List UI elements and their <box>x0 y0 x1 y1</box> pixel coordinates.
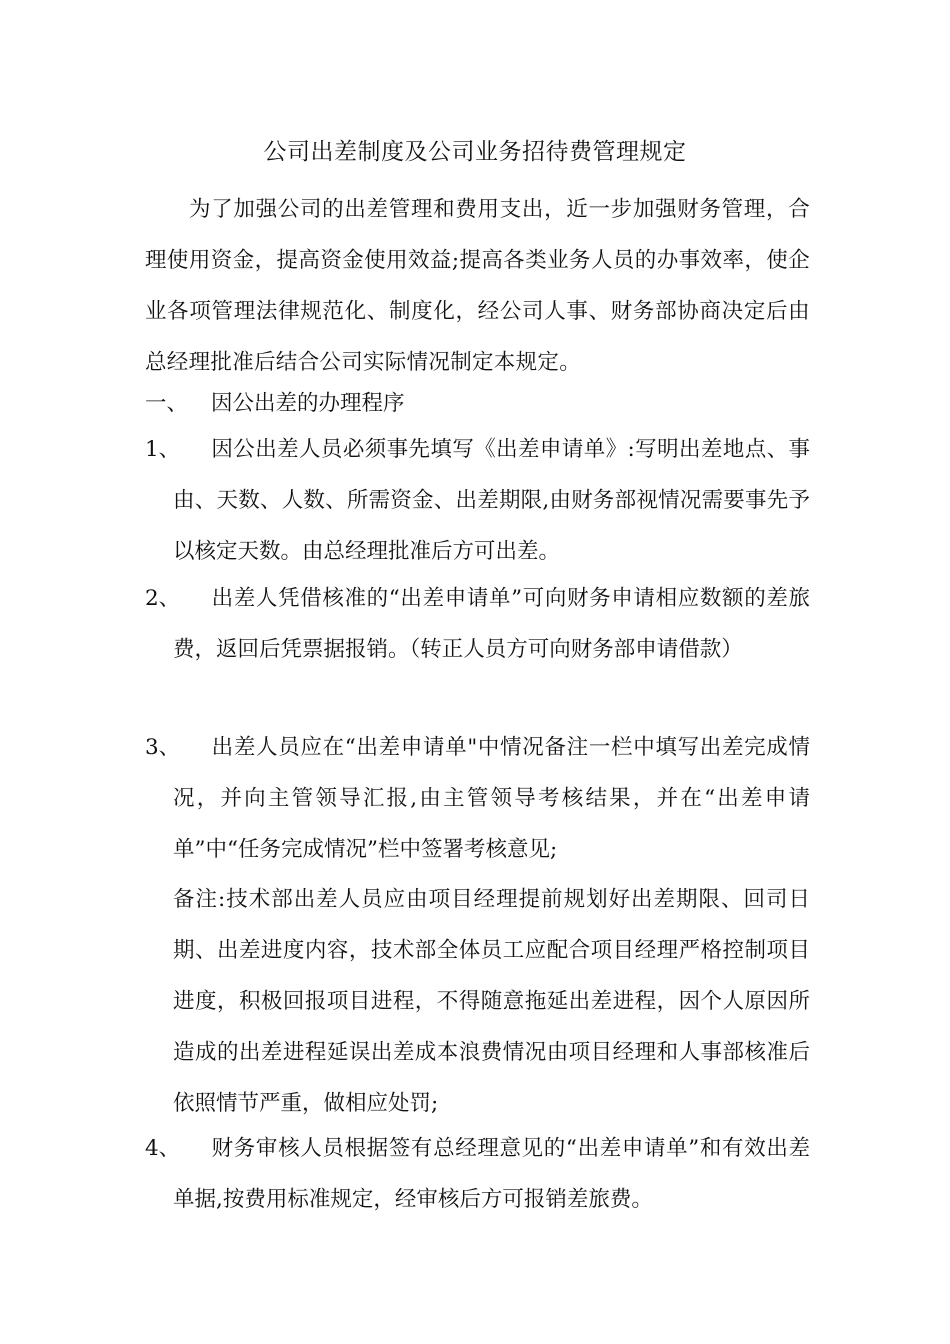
document-title: 公司出差制度及公司业务招待费管理规定 <box>263 139 687 165</box>
section-number: 一、 <box>145 391 189 416</box>
section-heading-1 <box>145 378 810 429</box>
item-text: 出差人员应在“出差申请单"中情况备注一栏中填写出差完成情况，并向主管领导汇报,由主管领导考核结果，并在“出差申请单”中“任务完成情况”栏中签署考核意见; <box>173 735 810 862</box>
item-text: 因公出差人员必须事先填写《出差申请单》:写明出差地点、事由、天数、人数、所需资金、出差期限,由财务部视情况需要事先予以核定天数。由总经理批准后方可出差。 <box>173 437 810 564</box>
item-text: 财务审核人员根据签有总经理意见的“出差申请单”和有效出差单据,按费用标准规定，经审核后方可报销差旅费。 <box>173 1136 810 1212</box>
item-number: 4、 <box>145 1136 181 1161</box>
item-number: 3、 <box>145 735 181 760</box>
list-item-3 <box>145 722 810 875</box>
list-item-2 <box>145 573 810 675</box>
list-item-4 <box>145 1123 810 1225</box>
item-number: 2、 <box>145 586 181 611</box>
item-number: 1、 <box>145 437 181 462</box>
intro-paragraph: 为了加强公司的出差管理和费用支出，近一步加强财务管理，合理使用资金，提高资金使用效益;提高各类业务人员的办事效率，使企业各项管理法律规范化、制度化，经公司人事、财务部协商决定后由总经理批准后结合公司实际情况制定本规定。 <box>145 197 810 375</box>
note-paragraph: 备注:技术部出差人员应由项目经理提前规划好出差期限、回司日期、出差进度内容，技术部全体员工应配合项目经理严格控制项目进度，积极回报项目进程，不得随意拖延出差进程，因个人原因所造成的出差进程延误出差成本浪费情况由项目经理和人事部核准后依照情节严重，做相应处罚; <box>173 887 810 1116</box>
section-heading-text: 因公出差的办理程序 <box>211 391 405 416</box>
item-text: 出差人凭借核准的“出差申请单”可向财务申请相应数额的差旅费，返回后凭票据报销。（转正人员方可向财务部申请借款） <box>173 586 810 662</box>
list-item-1 <box>145 424 810 577</box>
